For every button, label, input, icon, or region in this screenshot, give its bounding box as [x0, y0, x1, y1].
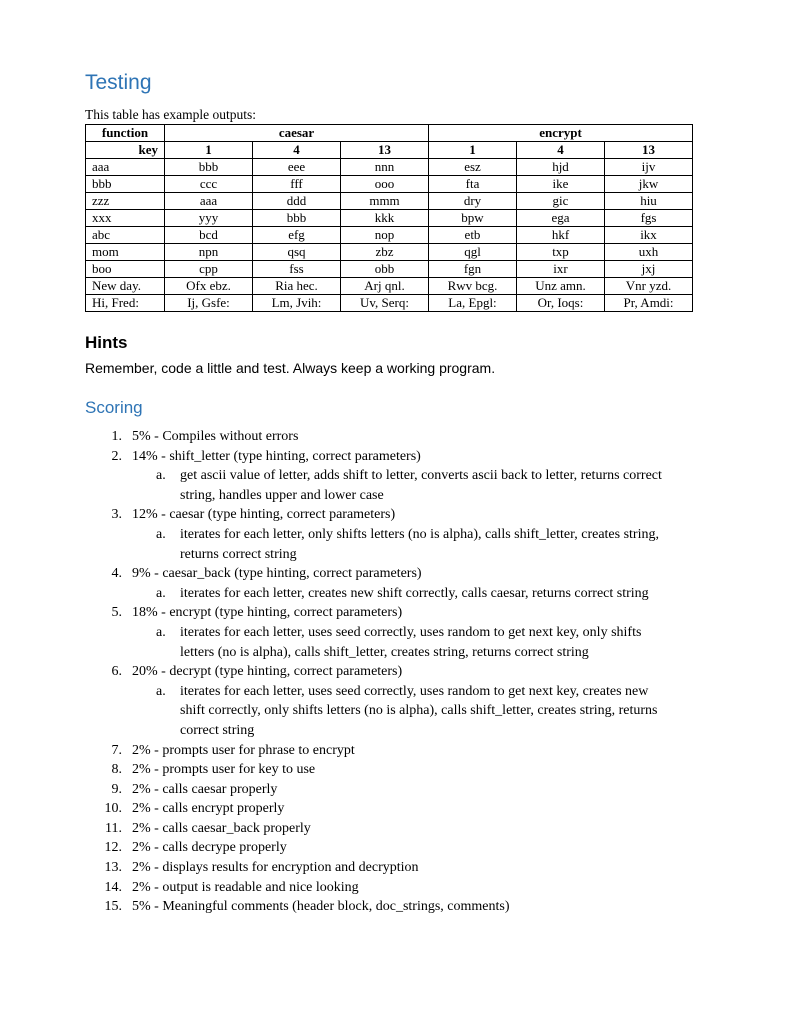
- output-cell: bpw: [429, 210, 517, 227]
- hints-text: Remember, code a little and test. Always keep a working program.: [85, 360, 496, 376]
- scoring-subitem: [132, 525, 667, 564]
- table-row: [86, 210, 693, 227]
- output-cell: Pr, Amdi:: [605, 295, 693, 312]
- input-cell: Hi, Fred:: [86, 295, 165, 312]
- output-cell: qgl: [429, 244, 517, 261]
- scoring-subitem: [132, 584, 667, 604]
- scoring-item: [85, 741, 715, 761]
- scoring-item-number: 6.: [111, 664, 122, 680]
- scoring-item-text: 2% - calls decrype properly: [132, 840, 287, 856]
- document-page: [85, 64, 715, 917]
- scoring-item-text: 2% - displays results for encryption and decryption: [132, 860, 419, 876]
- scoring-item-text: 9% - caesar_back (type hinting, correct parameters): [132, 566, 422, 582]
- table-row: [86, 278, 693, 295]
- output-cell: esz: [429, 159, 517, 176]
- key-col-header: 13: [605, 142, 693, 159]
- scoring-item: [85, 447, 715, 506]
- input-cell: mom: [86, 244, 165, 261]
- scoring-sublist: [85, 525, 715, 564]
- output-cell: mmm: [341, 193, 429, 210]
- table-row: [86, 227, 693, 244]
- scoring-item-number: 10.: [104, 801, 122, 817]
- scoring-item-text: 2% - calls caesar_back properly: [132, 820, 311, 836]
- scoring-subitem-letter: a.: [156, 468, 166, 484]
- scoring-item: [85, 662, 715, 740]
- output-cell: qsq: [253, 244, 341, 261]
- output-cell: zbz: [341, 244, 429, 261]
- input-cell: abc: [86, 227, 165, 244]
- output-cell: ccc: [165, 176, 253, 193]
- scoring-item: [85, 799, 715, 819]
- scoring-item-text: 2% - prompts user for phrase to encrypt: [132, 742, 355, 758]
- scoring-item: [85, 780, 715, 800]
- output-cell: bbb: [165, 159, 253, 176]
- output-cell: ixr: [517, 261, 605, 278]
- output-cell: bcd: [165, 227, 253, 244]
- scoring-item-number: 4.: [111, 566, 122, 582]
- output-cell: Vnr yzd.: [605, 278, 693, 295]
- scoring-item: [85, 603, 715, 662]
- scoring-item-number: 8.: [111, 762, 122, 778]
- input-cell: xxx: [86, 210, 165, 227]
- scoring-item-text: 12% - caesar (type hinting, correct parameters): [132, 507, 396, 523]
- scoring-item: [85, 838, 715, 858]
- output-cell: yyy: [165, 210, 253, 227]
- table-row: [86, 244, 693, 261]
- scoring-sublist: [85, 623, 715, 662]
- scoring-item-text: 20% - decrypt (type hinting, correct parameters): [132, 664, 403, 680]
- input-cell: New day.: [86, 278, 165, 295]
- table-body: [86, 159, 693, 312]
- output-cell: hiu: [605, 193, 693, 210]
- output-cell: Rwv bcg.: [429, 278, 517, 295]
- table-row: [86, 261, 693, 278]
- output-cell: Ria hec.: [253, 278, 341, 295]
- scoring-item: [85, 858, 715, 878]
- scoring-item-number: 1.: [111, 429, 122, 444]
- scoring-subitem-letter: a.: [156, 526, 166, 542]
- scoring-item-number: 14.: [104, 879, 122, 895]
- scoring-item-text: 14% - shift_letter (type hinting, correct parameters): [132, 448, 421, 464]
- scoring-item-text: 2% - calls caesar properly: [132, 781, 278, 797]
- output-cell: kkk: [341, 210, 429, 227]
- output-cell: bbb: [253, 210, 341, 227]
- scoring-item-text: 18% - encrypt (type hinting, correct parameters): [132, 605, 403, 621]
- output-cell: fgn: [429, 261, 517, 278]
- output-cell: npn: [165, 244, 253, 261]
- output-cell: jxj: [605, 261, 693, 278]
- scoring-subitem-letter: a.: [156, 624, 166, 640]
- testing-heading: Testing: [85, 71, 152, 94]
- scoring-heading: Scoring: [85, 398, 143, 417]
- testing-intro: This table has example outputs:: [85, 107, 256, 122]
- output-cell: Ij, Gsfe:: [165, 295, 253, 312]
- output-cell: nnn: [341, 159, 429, 176]
- scoring-list: [85, 427, 715, 917]
- caesar-header: caesar: [165, 125, 429, 142]
- function-header: function: [86, 125, 165, 142]
- scoring-item: [85, 427, 715, 447]
- key-col-header: 1: [165, 142, 253, 159]
- output-cell: cpp: [165, 261, 253, 278]
- output-cell: Lm, Jvih:: [253, 295, 341, 312]
- scoring-item-number: 5.: [111, 605, 122, 621]
- output-cell: aaa: [165, 193, 253, 210]
- scoring-item-number: 2.: [111, 448, 122, 464]
- output-cell: etb: [429, 227, 517, 244]
- table-row: [86, 193, 693, 210]
- input-cell: aaa: [86, 159, 165, 176]
- scoring-item: [85, 760, 715, 780]
- hints-heading: Hints: [85, 333, 128, 352]
- scoring-item-number: 3.: [111, 507, 122, 523]
- output-cell: txp: [517, 244, 605, 261]
- scoring-item-number: 9.: [111, 781, 122, 797]
- scoring-subitem-letter: a.: [156, 683, 166, 699]
- key-col-header: 1: [429, 142, 517, 159]
- scoring-sublist: [85, 682, 715, 741]
- scoring-subitem-text: iterates for each letter, only shifts letters (no is alpha), calls shift_letter, creates string, returns correct string: [180, 526, 659, 562]
- scoring-item: [85, 897, 715, 917]
- output-cell: La, Epgl:: [429, 295, 517, 312]
- input-cell: zzz: [86, 193, 165, 210]
- scoring-subitem: [132, 623, 667, 662]
- scoring-subitem-text: iterates for each letter, uses seed correctly, uses random to get next key, only shifts letters (no is alpha), calls shift_letter, creates string, returns correct string: [180, 624, 642, 660]
- example-outputs-table: [85, 124, 693, 312]
- scoring-item-number: 12.: [104, 840, 122, 856]
- output-cell: ikx: [605, 227, 693, 244]
- output-cell: nop: [341, 227, 429, 244]
- output-cell: fff: [253, 176, 341, 193]
- scoring-item-number: 15.: [104, 899, 122, 915]
- encrypt-header: encrypt: [429, 125, 693, 142]
- scoring-item-number: 13.: [104, 860, 122, 876]
- output-cell: ijv: [605, 159, 693, 176]
- scoring-sublist: [85, 466, 715, 505]
- scoring-item: [85, 819, 715, 839]
- output-cell: obb: [341, 261, 429, 278]
- scoring-item-text: 5% - Meaningful comments (header block, doc_strings, comments): [132, 899, 510, 915]
- scoring-item-text: 2% - prompts user for key to use: [132, 762, 316, 778]
- key-col-header: 4: [517, 142, 605, 159]
- scoring-item: [85, 878, 715, 898]
- output-cell: dry: [429, 193, 517, 210]
- output-cell: ike: [517, 176, 605, 193]
- table-row: [86, 159, 693, 176]
- output-cell: Arj qnl.: [341, 278, 429, 295]
- scoring-subitem: [132, 682, 667, 741]
- output-cell: ddd: [253, 193, 341, 210]
- output-cell: Unz amn.: [517, 278, 605, 295]
- table-row: [86, 176, 693, 193]
- output-cell: ega: [517, 210, 605, 227]
- output-cell: uxh: [605, 244, 693, 261]
- table-key-row: [86, 142, 693, 159]
- table-header-row: [86, 125, 693, 142]
- scoring-item-text: 2% - output is readable and nice looking: [132, 879, 359, 895]
- scoring-item-number: 11.: [105, 820, 122, 836]
- key-col-header: 4: [253, 142, 341, 159]
- input-cell: boo: [86, 261, 165, 278]
- scoring-item: [85, 505, 715, 564]
- input-cell: bbb: [86, 176, 165, 193]
- scoring-subitem-letter: a.: [156, 585, 166, 601]
- scoring-subitem-text: iterates for each letter, creates new shift correctly, calls caesar, returns correct string: [180, 585, 649, 601]
- output-cell: jkw: [605, 176, 693, 193]
- scoring-subitem-text: iterates for each letter, uses seed correctly, uses random to get next key, creates new shift correctly, only shifts letters (no is alpha), calls shift_letter, creates string, returns correct string: [180, 683, 658, 738]
- scoring-item-number: 7.: [111, 742, 122, 758]
- output-cell: Or, Ioqs:: [517, 295, 605, 312]
- output-cell: Uv, Serq:: [341, 295, 429, 312]
- scoring-subitem-text: get ascii value of letter, adds shift to letter, converts ascii back to letter, returns correct string, handles upper and lower case: [180, 468, 662, 503]
- scoring-item: [85, 564, 715, 603]
- output-cell: ooo: [341, 176, 429, 193]
- output-cell: fta: [429, 176, 517, 193]
- key-col-header: 13: [341, 142, 429, 159]
- scoring-item-text: 5% - Compiles without errors: [132, 429, 299, 444]
- table-row: [86, 295, 693, 312]
- key-header: key: [86, 142, 165, 159]
- output-cell: eee: [253, 159, 341, 176]
- scoring-item-text: 2% - calls encrypt properly: [132, 801, 285, 817]
- output-cell: hjd: [517, 159, 605, 176]
- output-cell: fgs: [605, 210, 693, 227]
- scoring-subitem: [132, 466, 667, 505]
- scoring-sublist: [85, 584, 715, 604]
- output-cell: hkf: [517, 227, 605, 244]
- output-cell: efg: [253, 227, 341, 244]
- output-cell: fss: [253, 261, 341, 278]
- output-cell: gic: [517, 193, 605, 210]
- output-cell: Ofx ebz.: [165, 278, 253, 295]
